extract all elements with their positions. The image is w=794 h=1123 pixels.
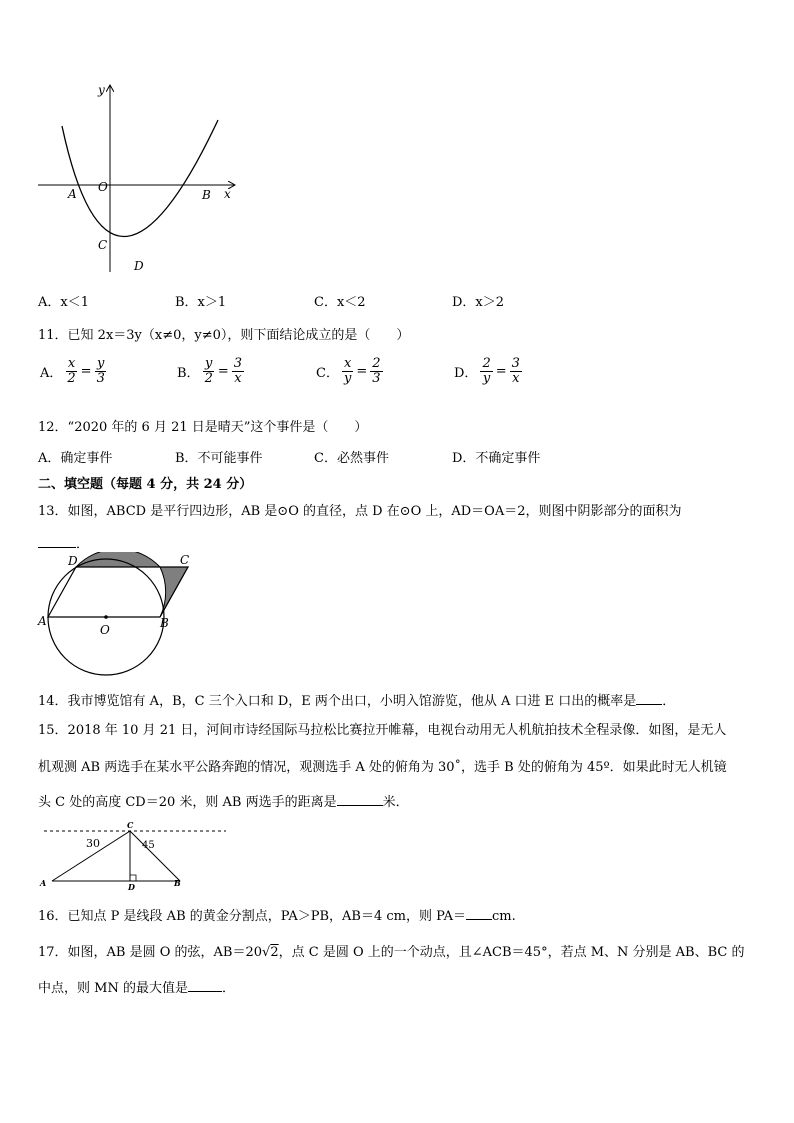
q11-b-n2: 3	[233, 356, 243, 371]
q11-d-n2: 3	[511, 356, 520, 371]
q15-angle-45: 45	[142, 840, 155, 851]
q11-b-n1: y	[205, 356, 213, 371]
q15-figure	[36, 818, 236, 890]
label-O: O	[98, 180, 108, 194]
q13-shaded-segment-top	[76, 552, 160, 567]
q10-option-d: D．x＞2	[452, 295, 505, 310]
q11-a-eq: =	[80, 363, 92, 379]
q15-line-3	[38, 791, 409, 810]
q14-answer-blank[interactable]	[636, 692, 662, 705]
q11-d-d1: y	[482, 370, 491, 386]
q11-a-d1: 2	[67, 370, 76, 386]
q13-label-A: A	[38, 614, 47, 628]
q13-label-B: B	[160, 616, 169, 630]
label-A: A	[68, 187, 77, 201]
q11-option-c	[314, 357, 384, 385]
q11-option-b	[175, 357, 245, 385]
q12-option-d: D．不确定事件	[452, 451, 541, 466]
q15-tail: 米．	[382, 795, 409, 810]
section-2-heading: 二、填空题（每题 4 分，共 24 分）	[38, 477, 253, 492]
q13-label-O: O	[100, 623, 110, 637]
q17-sqrt-value: 2	[270, 945, 279, 960]
q11-stem: 11．已知 2x＝3y（x≠0，y≠0），则下面结论成立的是（ ）	[38, 328, 410, 343]
q11-option-a-label: A．	[40, 365, 63, 381]
q11-option-d-label: D．	[454, 365, 478, 381]
q11-c-d1: y	[343, 370, 352, 386]
q15-line-2: 机观测 AB 两选手在某水平公路奔跑的情况，观测选手 A 处的俯角为 30˚，选手 B 处的俯角为 45º．如果此时无人机镜	[38, 760, 727, 775]
q17-line-1b: ，点 C 是圆 O 上的一个动点，且∠ACB＝45°，若点 M、N 分别是 AB、BC 的	[278, 945, 745, 960]
q11-a-d2: 3	[96, 370, 105, 386]
q12-option-b: B．不可能事件	[175, 451, 263, 466]
q12-option-a: A．确定事件	[38, 451, 113, 466]
q11-d-d2: x	[512, 370, 520, 386]
q17-line-2	[38, 977, 235, 996]
q11-b-d1: 2	[204, 370, 213, 386]
q11-option-c-label: C．	[316, 365, 339, 381]
q10-option-a: A．x＜1	[38, 295, 89, 310]
q15-angle-30: 30	[86, 837, 100, 850]
q15-line-3-text: 头 C 处的高度 CD＝20 米，则 AB 两选手的距离是	[38, 795, 337, 810]
q13-label-C: C	[180, 553, 190, 567]
q14-stem	[38, 690, 675, 709]
q13-stem: 13．如图，ABCD 是平行四边形，AB 是⊙O 的直径，点 D 在⊙O 上，AD＝OA＝2，则图中阴影部分的面积为	[38, 504, 682, 519]
parabola-curve	[62, 120, 218, 237]
q11-c-n2: 2	[372, 356, 381, 371]
q10-option-b: B．x＞1	[175, 295, 227, 310]
q11-c-eq: =	[356, 363, 368, 379]
q17-sqrt-sign: √	[262, 945, 271, 960]
q15-label-C: C	[127, 820, 134, 830]
label-B: B	[202, 188, 211, 202]
q13-label-D: D	[68, 554, 78, 568]
q11-b-d2: x	[234, 370, 242, 386]
q11-a-n1: x	[67, 356, 76, 371]
q12-option-c: C．必然事件	[314, 451, 389, 466]
q16-answer-blank[interactable]	[466, 907, 492, 920]
q17-line-1a: 17．如图，AB 是圆 O 的弦，AB＝20	[38, 945, 263, 960]
q15-label-B: B	[174, 878, 181, 888]
q16-text: 16．已知点 P 是线段 AB 的黄金分割点，PA＞PB，AB＝4 cm，则 PA＝	[38, 909, 467, 924]
q16-tail: cm.	[492, 909, 516, 924]
q17-answer-blank[interactable]	[188, 979, 222, 992]
q13-tail: ．	[76, 537, 90, 552]
label-D: D	[134, 259, 144, 273]
q11-a-n2: y	[97, 356, 105, 371]
q11-b-eq: =	[217, 363, 229, 379]
q13-answer-blank[interactable]	[38, 535, 76, 548]
q11-option-b-label: B．	[177, 365, 200, 381]
q15-line-1: 15．2018 年 10 月 21 日，河间市诗经国际马拉松比赛拉开帷幕，电视台动用无人机航拍技术全程录像．如图，是无人	[38, 723, 727, 738]
q11-option-d	[452, 357, 523, 385]
q16-stem	[38, 905, 516, 924]
q17-line-2-text: 中点，则 MN 的最大值是	[38, 981, 188, 996]
q11-c-n1: x	[343, 356, 352, 371]
parabola-figure	[30, 78, 250, 278]
q11-c-d2: 3	[372, 370, 381, 386]
q14-tail: ．	[662, 694, 676, 709]
label-C: C	[98, 238, 108, 252]
q15-answer-blank[interactable]	[337, 793, 383, 806]
q15-label-A: A	[40, 878, 47, 888]
q14-text: 14．我市博览馆有 A，B，C 三个入口和 D，E 两个出口，小明入馆游览，他从 A 口进 E 口出的概率是	[38, 694, 637, 709]
q11-d-eq: =	[495, 363, 507, 379]
q13-answer-line	[38, 533, 89, 552]
label-y: y	[98, 83, 105, 97]
q15-label-D: D	[128, 882, 135, 890]
q13-center-point	[104, 615, 108, 619]
q17-tail: ．	[221, 981, 235, 996]
q11-d-n1: 2	[482, 356, 491, 371]
q15-right-angle-mark	[130, 875, 136, 881]
q13-figure	[34, 552, 204, 678]
q10-option-c: C．x＜2	[314, 295, 366, 310]
label-x: x	[224, 187, 231, 201]
q12-stem: 12．“2020 年的 6 月 21 日是晴天”这个事件是（ ）	[38, 420, 368, 435]
q17-line-1	[38, 941, 744, 960]
q15-line-CB	[130, 831, 180, 881]
q11-option-a	[38, 357, 108, 385]
